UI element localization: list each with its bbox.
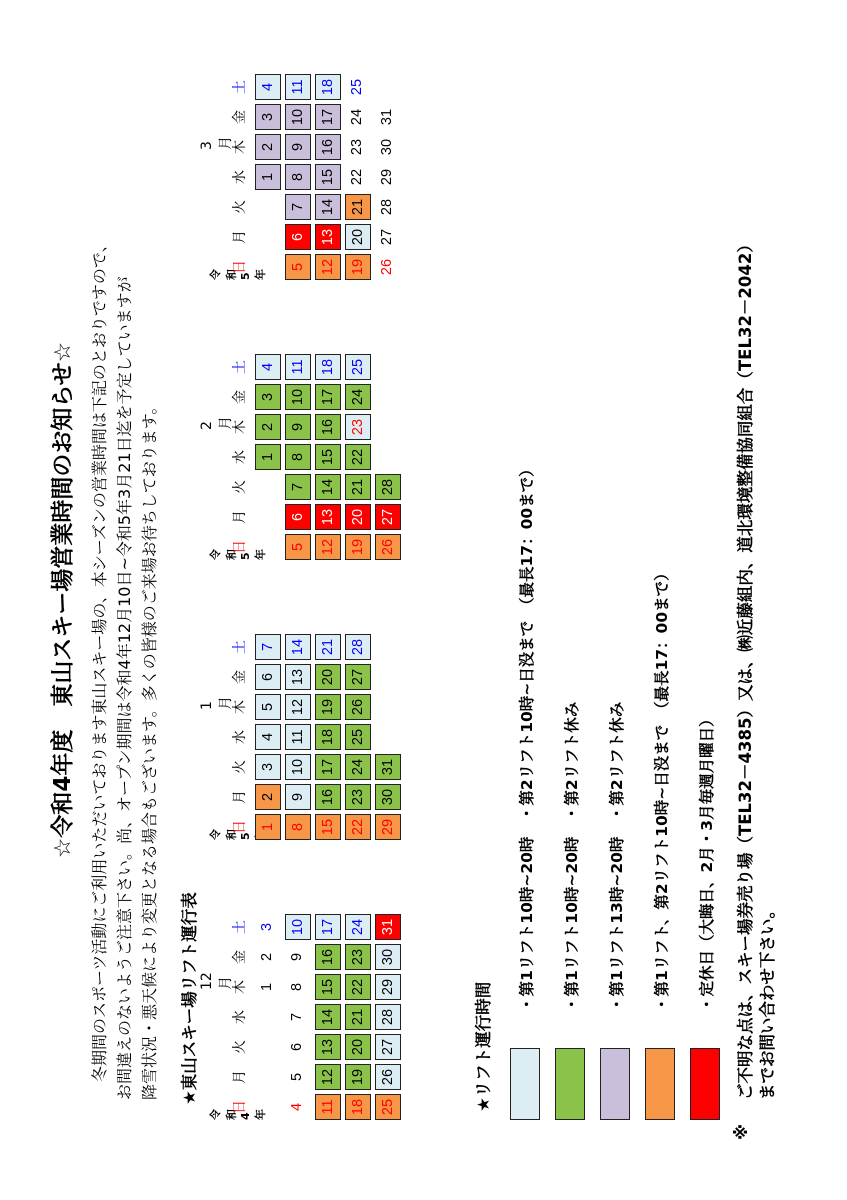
calendar-day: 18 xyxy=(315,724,341,750)
calendar-day: 8 xyxy=(285,814,311,840)
calendar-day: 6 xyxy=(255,664,281,690)
calendar-day: 20 xyxy=(345,1034,371,1060)
weekday-header: 月 xyxy=(232,790,248,804)
calendar-day: 3 xyxy=(255,104,281,130)
weekday-header: 日 xyxy=(232,260,248,274)
calendar-day: 24 xyxy=(345,914,371,940)
weekday-header: 金 xyxy=(232,670,248,684)
calendar-day: 20 xyxy=(345,504,371,530)
calendar-day: 26 xyxy=(375,534,401,560)
legend-text: ・定休日（大晦日、2月・3月毎週月曜日） xyxy=(698,711,716,1012)
calendar-day: 10 xyxy=(285,384,311,410)
weekday-header: 月 xyxy=(232,230,248,244)
calendar-day: 24 xyxy=(349,108,365,126)
calendar-day: 12 xyxy=(285,694,311,720)
calendar-day: 27 xyxy=(379,228,395,246)
calendar-day: 14 xyxy=(285,634,311,660)
calendar-day: 2 xyxy=(255,784,281,810)
intro-line-1: 冬期間のスポーツ活動にご利用いただいております東山スキー場の、本シーズンの営業時間は下記のとおりですので、 xyxy=(90,236,109,1082)
calendar-day: 17 xyxy=(315,104,341,130)
weekday-header: 日 xyxy=(232,820,248,834)
weekday-header: 土 xyxy=(232,640,248,654)
legend-swatch xyxy=(690,1048,720,1120)
calendar-day: 19 xyxy=(345,1064,371,1090)
calendar-day: 23 xyxy=(345,784,371,810)
calendar-day: 20 xyxy=(315,664,341,690)
calendar-day: 13 xyxy=(315,224,341,250)
calendar-day: 8 xyxy=(285,444,311,470)
calendar-day: 4 xyxy=(289,1102,305,1112)
calendar-day: 3 xyxy=(255,384,281,410)
calendar-day: 30 xyxy=(379,138,395,156)
calendar-day: 4 xyxy=(255,354,281,380)
weekday-header: 日 xyxy=(232,1100,248,1114)
calendar-day: 21 xyxy=(345,474,371,500)
calendar-day: 6 xyxy=(285,224,311,250)
calendar-day: 10 xyxy=(285,914,311,940)
calendar-era: 令和4年 xyxy=(209,1109,267,1120)
calendar-day: 28 xyxy=(375,1004,401,1030)
calendar-day: 31 xyxy=(379,108,395,126)
calendar-day: 16 xyxy=(315,944,341,970)
calendar-day: 9 xyxy=(285,784,311,810)
calendar-day: 15 xyxy=(315,164,341,190)
calendar-day: 15 xyxy=(315,444,341,470)
calendar-day: 11 xyxy=(285,74,311,100)
calendar-day: 28 xyxy=(375,474,401,500)
calendar-day: 29 xyxy=(379,168,395,186)
calendar-day: 24 xyxy=(345,754,371,780)
legend-swatch xyxy=(555,1048,585,1120)
legend-text: ・第1リフト、第2リフト10時~日没まで （最長17：00まで） xyxy=(653,565,671,1012)
intro-line-2: お間違えのないようご注意下さい。尚、オープン期間は令和4年12月10日~令和5年3月21日迄を予定していますが xyxy=(115,276,134,1100)
weekday-header: 木 xyxy=(232,420,248,434)
calendar-day: 16 xyxy=(315,784,341,810)
calendar-day: 4 xyxy=(255,74,281,100)
calendar-day: 15 xyxy=(315,974,341,1000)
calendar-day: 14 xyxy=(315,1004,341,1030)
calendar-era: 令和5年 xyxy=(209,549,267,560)
footnote-line-1: ご不明な点は、スキー場券売り場（TEL32－4385）又は、㈱近藤組内、道北環境整備協同組合（TEL32－2042） xyxy=(736,236,755,1100)
weekday-header: 金 xyxy=(232,950,248,964)
calendar-day: 18 xyxy=(315,354,341,380)
page-title: ☆令和4年度 東山スキー場営業時間のお知らせ☆ xyxy=(50,341,76,859)
calendar-day: 9 xyxy=(285,134,311,160)
calendar-day: 7 xyxy=(285,474,311,500)
calendar-day: 29 xyxy=(375,974,401,1000)
calendar-day: 3 xyxy=(255,754,281,780)
calendar-month-label: 1月 xyxy=(199,696,234,710)
legend-heading: ★リフト運行時間 xyxy=(474,981,493,1112)
weekday-header: 木 xyxy=(232,140,248,154)
calendar-day: 1 xyxy=(255,814,281,840)
calendar-day: 10 xyxy=(285,754,311,780)
calendar-day: 8 xyxy=(285,164,311,190)
calendar-day: 28 xyxy=(345,634,371,660)
calendar-day: 2 xyxy=(255,134,281,160)
calendar-day: 5 xyxy=(255,694,281,720)
weekday-header: 火 xyxy=(232,760,248,774)
calendar-day: 12 xyxy=(315,1064,341,1090)
calendar-day: 25 xyxy=(345,354,371,380)
weekday-header: 土 xyxy=(232,80,248,94)
calendar-day: 26 xyxy=(379,258,395,276)
calendar-day: 19 xyxy=(315,694,341,720)
weekday-header: 木 xyxy=(232,700,248,714)
calendar-day: 21 xyxy=(315,634,341,660)
calendar-month-label: 2月 xyxy=(199,416,234,430)
legend-text: ・第1リフト13時~20時 ・第2リフト休み xyxy=(608,701,626,1012)
calendar-day: 22 xyxy=(345,444,371,470)
legend-swatch xyxy=(510,1048,540,1120)
calendar-day: 29 xyxy=(375,814,401,840)
calendar-day: 27 xyxy=(375,1034,401,1060)
weekday-header: 金 xyxy=(232,110,248,124)
calendar-day: 1 xyxy=(259,982,275,992)
calendar-day: 5 xyxy=(285,254,311,280)
calendar-day: 15 xyxy=(315,814,341,840)
calendar-day: 11 xyxy=(315,1094,341,1120)
calendar-day: 8 xyxy=(289,982,305,992)
calendar-day: 25 xyxy=(349,78,365,96)
calendar-day: 12 xyxy=(315,254,341,280)
weekday-header: 月 xyxy=(232,510,248,524)
calendar-day: 5 xyxy=(285,534,311,560)
calendar-day: 14 xyxy=(315,194,341,220)
calendar-month-label: 12月 xyxy=(199,972,234,990)
legend-swatch xyxy=(645,1048,675,1120)
weekday-header: 木 xyxy=(232,980,248,994)
weekday-header: 土 xyxy=(232,360,248,374)
calendar-day: 17 xyxy=(315,384,341,410)
calendar-day: 7 xyxy=(255,634,281,660)
calendar-day: 21 xyxy=(345,194,371,220)
calendar-day: 1 xyxy=(255,164,281,190)
calendar-day: 13 xyxy=(315,504,341,530)
calendar-day: 26 xyxy=(345,694,371,720)
calendar-day: 18 xyxy=(315,74,341,100)
calendar-day: 12 xyxy=(315,534,341,560)
calendar-day: 25 xyxy=(375,1094,401,1120)
calendar-day: 4 xyxy=(255,724,281,750)
calendar-day: 22 xyxy=(345,814,371,840)
calendar-day: 20 xyxy=(345,224,371,250)
calendar-day: 28 xyxy=(379,198,395,216)
calendar-day: 24 xyxy=(345,384,371,410)
weekday-header: 土 xyxy=(232,920,248,934)
weekday-header: 日 xyxy=(232,540,248,554)
calendar-day: 9 xyxy=(289,952,305,962)
intro-line-3: 降雪状況・悪天候により変更となる場合もございます。多くの皆様のご来場お待ちしております。 xyxy=(140,398,159,1100)
weekday-header: 火 xyxy=(232,480,248,494)
calendar-day: 23 xyxy=(345,414,371,440)
calendar-day: 13 xyxy=(285,664,311,690)
legend-text: ・第1リフト10時~20時 ・第2リフト10時~日没まで （最長17：00まで） xyxy=(518,461,536,1012)
calendar-day: 13 xyxy=(315,1034,341,1060)
calendar-day: 11 xyxy=(285,354,311,380)
calendar-era: 令和5年 xyxy=(209,269,267,280)
calendar-day: 27 xyxy=(345,664,371,690)
calendar-day: 18 xyxy=(345,1094,371,1120)
legend-text: ・第1リフト10時~20時 ・第2リフト休み xyxy=(563,701,581,1012)
schedule-heading: ★東山スキー場リフト運行表 xyxy=(180,892,199,1105)
calendar-day: 27 xyxy=(375,504,401,530)
calendar-day: 22 xyxy=(345,974,371,1000)
legend-swatch xyxy=(600,1048,630,1120)
calendar-day: 1 xyxy=(255,444,281,470)
calendar-day: 25 xyxy=(345,724,371,750)
calendar-day: 3 xyxy=(259,922,275,932)
calendar-day: 17 xyxy=(315,914,341,940)
calendar-day: 26 xyxy=(375,1064,401,1090)
footnote-line-2: までお問い合わせ下さい。 xyxy=(758,902,777,1100)
calendar-day: 19 xyxy=(345,254,371,280)
calendar-day: 31 xyxy=(375,914,401,940)
calendar-day: 17 xyxy=(315,754,341,780)
weekday-header: 水 xyxy=(232,450,248,464)
calendar-day: 19 xyxy=(345,534,371,560)
calendar-month-label: 3月 xyxy=(199,136,234,150)
weekday-header: 火 xyxy=(232,200,248,214)
calendar-day: 7 xyxy=(285,194,311,220)
calendar-day: 23 xyxy=(349,138,365,156)
weekday-header: 水 xyxy=(232,730,248,744)
calendar-era: 令和5 xyxy=(209,829,252,840)
calendar-day: 30 xyxy=(375,944,401,970)
weekday-header: 水 xyxy=(232,1010,248,1024)
calendar-day: 6 xyxy=(285,504,311,530)
weekday-header: 金 xyxy=(232,390,248,404)
calendar-day: 22 xyxy=(349,168,365,186)
calendar-day: 30 xyxy=(375,784,401,810)
calendar-day: 9 xyxy=(285,414,311,440)
footnote-mark: ※ xyxy=(732,1123,751,1140)
calendar-day: 14 xyxy=(315,474,341,500)
calendar-day: 2 xyxy=(255,414,281,440)
calendar-day: 23 xyxy=(345,944,371,970)
calendar-day: 21 xyxy=(345,1004,371,1030)
weekday-header: 月 xyxy=(232,1070,248,1084)
calendar-day: 2 xyxy=(259,952,275,962)
calendar-day: 11 xyxy=(285,724,311,750)
calendar-day: 6 xyxy=(289,1042,305,1052)
calendar-day: 16 xyxy=(315,414,341,440)
calendar-day: 7 xyxy=(289,1012,305,1022)
calendar-day: 31 xyxy=(375,754,401,780)
calendar-day: 5 xyxy=(289,1072,305,1082)
weekday-header: 火 xyxy=(232,1040,248,1054)
weekday-header: 水 xyxy=(232,170,248,184)
calendar-day: 16 xyxy=(315,134,341,160)
calendar-day: 10 xyxy=(285,104,311,130)
